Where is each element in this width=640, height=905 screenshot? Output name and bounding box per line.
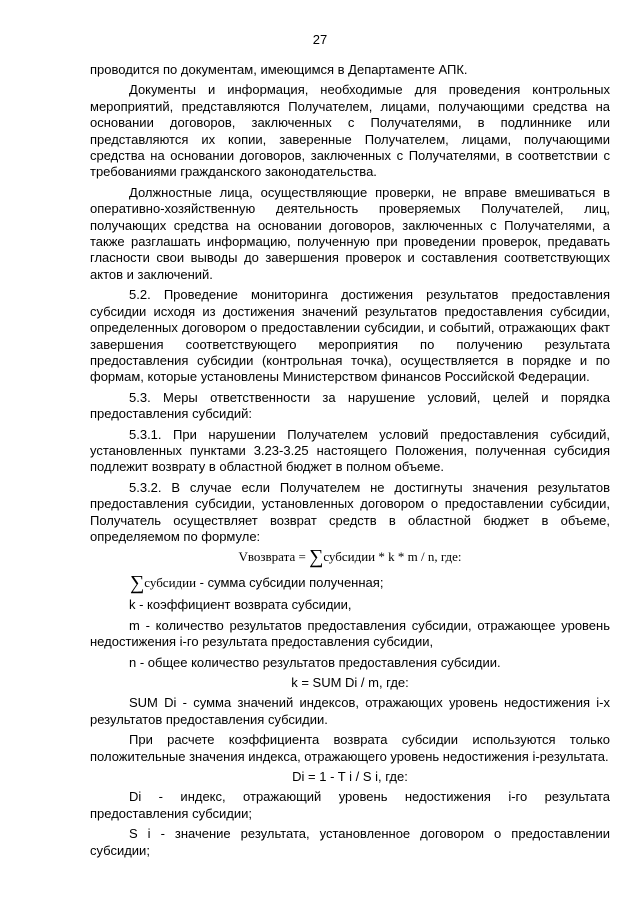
page-number: 27 [312,32,328,47]
paragraph: SUM Di - сумма значений индексов, отражающих уровень недостижения i-х результатов предоставления субсидии. [90,695,610,727]
sum-term: субсидии [144,575,197,591]
formula-lhs: Vвозврата = [238,549,310,565]
refund-formula [90,547,610,567]
paragraph: S i - значение результата, установленное договором о предоставлении субсидии; [90,826,610,858]
section-5-2: 5.2. Проведение мониторинга достижения результатов предоставления субсидии исходя из достижения значений результатов предоставления субсидии, определенных договором о предоставлении субсидии, и событий, отражающих факт завершения соответствующего мероприятия по получению результата предоставления субсидии (контрольная точка), осуществляется в порядке и по формам, которые установлены Министерством финансов Российской Федерации. [90,287,610,385]
sum-definition-text: - сумма субсидии полученная; [196,575,384,591]
paragraph: n - общее количество результатов предоставления субсидии. [129,654,501,670]
section-5-3-2: 5.3.2. В случае если Получателем не достигнуты значения результатов предоставления субсидии, установленных договором о предоставлении субсидии, Получатель осуществляет возврат средств в областной бюджет в объеме, определяемом по формуле: [90,479,610,544]
document-body [90,62,610,863]
k-formula: k = SUM Di / m, где: [291,675,409,690]
paragraph: k - коэффициент возврата субсидии, [129,597,352,613]
sum-symbol: ∑ [130,572,145,595]
paragraph: m - количество результатов предоставления субсидии, отражающее уровень недостижения i-го результата предоставления субсидии, [90,617,610,650]
formula-rhs: субсидии * k * m / n, где: [323,549,462,565]
paragraph: Di - индекс, отражающий уровень недостижения i-го результата предоставления субсидии; [90,789,610,821]
sum-definition [130,573,610,593]
section-5-3-1: 5.3.1. При нарушении Получателем условий предоставления субсидий, установленных пунктами 3.23-3.25 настоящего Положения, полученная субсидия подлежит возврату в областной бюджет в полном объеме. [90,426,610,475]
section-5-3: 5.3. Меры ответственности за нарушение условий, целей и порядка предоставления субсидий: [90,389,610,422]
paragraph: проводится по документам, имеющимся в Департаменте АПК. [90,62,468,77]
di-formula: Di = 1 - T i / S i, где: [292,769,408,785]
sum-symbol: ∑ [309,546,324,569]
paragraph: При расчете коэффициента возврата субсидии используются только положительные значения индекса, отражающего уровень недостижения i-результата. [90,732,610,764]
paragraph: Документы и информация, необходимые для проведения контрольных мероприятий, представляются Получателем, лицами, получающими средства на основании договоров, заключенных с Получателями, в подлиннике или представляются их копии, заверенные Получателем, лицами, получающими средства на основании договоров, заключенных с Получателями, в соответствии с требованиями гражданского законодательства. [90,82,610,180]
paragraph: Должностные лица, осуществляющие проверки, не вправе вмешиваться в оперативно-хозяйственную деятельность проверяемых Получателей, лиц, получающих средства на основании договоров, заключенных с Получателями, а также разглашать информацию, полученную при проведении проверок, предавать гласности свои выводы до завершения проверок и составления соответствующих актов и заключений. [90,184,610,282]
